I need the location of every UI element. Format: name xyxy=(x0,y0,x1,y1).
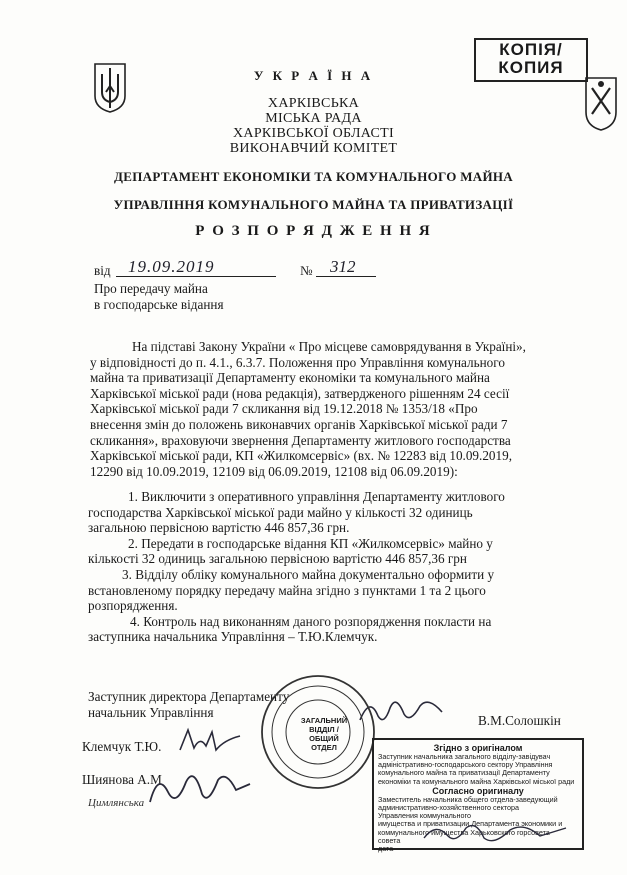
stamp-line: комунального майна та приватизації Департаменту xyxy=(378,768,550,778)
preamble-line: майна та приватизації Департаменту економіки та комунального майна xyxy=(90,370,490,386)
preamble-line: скликання», враховуючи звернення Департаменту житлового господарства xyxy=(90,432,511,448)
signer-position-line1: Заступник директора Департаменту xyxy=(88,689,290,704)
document-type-heading: Р О З П О Р Я Д Ж Е Н Н Я xyxy=(195,223,432,239)
approver2-signature-icon xyxy=(146,762,256,812)
stamp-line: Заместитель начальника общего отдела-заведующий xyxy=(378,794,558,804)
order-item-2 xyxy=(88,536,582,567)
stamp-date-label: дата xyxy=(378,844,394,854)
item-line: господарства Харківської міської ради майно у кількості 32 одиниць xyxy=(88,504,473,520)
stamp-line: економіки та комунального майна Харківської міської ради xyxy=(378,776,575,786)
preamble-line: 12290 від 10.09.2019, 12109 від 06.09.2019, 12108 від 06.09.2019): xyxy=(90,463,458,479)
preamble-paragraph xyxy=(90,339,582,479)
seal-center-line: ЗАГАЛЬНИЙ xyxy=(300,716,348,725)
council-line2: МІСЬКА РАДА xyxy=(265,111,362,126)
date-label: від xyxy=(94,263,111,278)
council-line4: ВИКОНАВЧИЙ КОМІТЕТ xyxy=(229,141,398,156)
country-heading: У К Р А Ї Н А xyxy=(253,68,374,83)
directorate-heading: УПРАВЛІННЯ КОМУНАЛЬНОГО МАЙНА ТА ПРИВАТИЗАЦІЇ xyxy=(113,197,514,212)
copy-stamp-line1: КОПІЯ/ xyxy=(499,40,563,59)
subject-line2: в господарське відання xyxy=(94,297,224,312)
item-line: кількості 32 одиниць загальною первісною вартістю 446 857,36 грн xyxy=(88,551,467,567)
seal-center-line: ОБЩИЙ ОТДЕЛ xyxy=(309,734,339,752)
verification-title: Згідно з оригіналом xyxy=(433,743,523,753)
stamp-line: коммунального имущества Харьковского горсовета xyxy=(378,827,550,837)
preamble-line: Харківської міської ради 7 скликання від 19.12.2018 № 1353/18 «Про xyxy=(90,401,478,417)
preamble-line: На підставі Закону України « Про місцеве самоврядування в Україні», xyxy=(132,339,526,354)
item-line: загальною первісною вартістю 446 857,36 грн. xyxy=(88,520,350,536)
council-line3: ХАРКІВСЬКОЇ ОБЛАСТІ xyxy=(233,126,394,141)
item-line: встановленому порядку передачу майна згідно з пунктами 1 та 2 цього xyxy=(88,582,486,598)
approver1-name: Клемчук Т.Ю. xyxy=(82,739,162,754)
stamp-line: адміністративно-господарського сектору Управління xyxy=(378,760,553,770)
executor-name: Цимлянська xyxy=(88,797,145,809)
council-line1: ХАРКІВСЬКА xyxy=(267,96,360,111)
item-line: заступника начальника Управління – Т.Ю.Клемчук. xyxy=(88,629,378,645)
number-value: 312 xyxy=(330,257,356,276)
item-line: 3. Відділу обліку комунального майна документально оформити у xyxy=(122,566,495,582)
preamble-line: у відповідності до п. 4.1., 6.3.7. Положення про Управління комунального xyxy=(90,354,505,370)
preamble-line: Харківської міської ради (нова редакція), затвердженого рішенням 24 сесії xyxy=(90,385,510,401)
item-line: 1. Виключити з оперативного управління Департаменту житлового xyxy=(128,489,505,504)
verification-signature-icon xyxy=(420,818,570,848)
verification-ru-title: Согласно оригиналу xyxy=(432,785,524,796)
order-item-1 xyxy=(88,489,582,536)
stamp-signature-label: совета xyxy=(378,835,401,845)
seal-center-line: ВІДДІЛ / xyxy=(309,725,339,734)
preamble-line: Харківської міської ради, КП «Жилкомсервіс» (вх. № 12283 від 10.09.2019, xyxy=(90,448,512,464)
approver2-name: Шиянова А.М xyxy=(82,772,162,787)
number-label: № xyxy=(300,263,313,278)
stamp-line: административно-хозяйственного сектора xyxy=(378,803,520,813)
signer-name: В.М.Солошкін xyxy=(478,713,561,728)
stamp-line: имущества и приватизации Департамента экономики и xyxy=(378,819,563,829)
stamp-line: Заступник начальника загального відділу-завідувач xyxy=(378,752,551,761)
department-heading: ДЕПАРТАМЕНТ ЕКОНОМІКИ ТА КОМУНАЛЬНОГО МАЙНА xyxy=(114,169,513,184)
order-item-3 xyxy=(88,567,582,614)
item-line: розпорядження. xyxy=(88,598,178,614)
copy-stamp-line2: КОПИЯ xyxy=(498,58,564,77)
date-value: 19.09.2019 xyxy=(128,257,215,276)
round-seal-center xyxy=(300,716,348,752)
subject-line1: Про передачу майна xyxy=(94,281,208,296)
item-line: 4. Контроль над виконанням даного розпорядження покласти на xyxy=(130,613,492,629)
approver1-signature-icon xyxy=(176,726,246,756)
preamble-line: внесення змін до положень виконавчих органів Харківської міської ради 7 xyxy=(90,416,508,432)
order-items xyxy=(88,489,582,645)
order-item-4 xyxy=(88,614,582,645)
item-line: 2. Передати в господарське відання КП «Жилкомсервіс» майно у xyxy=(128,535,493,551)
stamp-line: Управления коммунального xyxy=(378,811,471,821)
signer-position-line2: начальник Управління xyxy=(88,705,214,720)
